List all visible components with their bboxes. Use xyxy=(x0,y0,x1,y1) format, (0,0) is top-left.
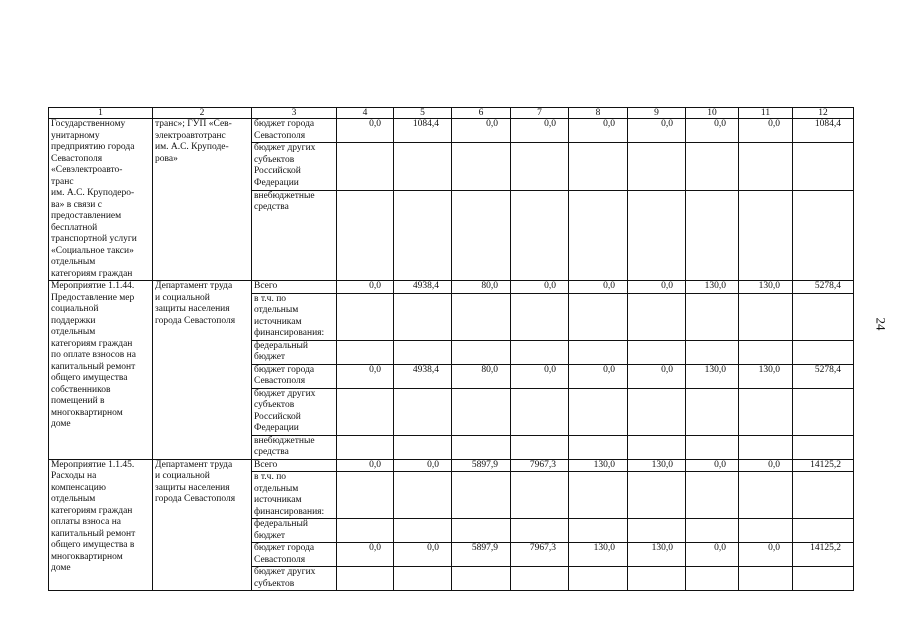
block1-measure-name-line: унитарному xyxy=(51,130,100,141)
value-cell-col6 xyxy=(452,190,511,280)
block1-measure-name-line: предоставлением xyxy=(51,211,122,221)
value-cell-col11: 0,0 xyxy=(739,119,793,143)
funding-source-label-line: федеральный xyxy=(254,340,308,351)
value-cell-col12: 14125,2 xyxy=(793,459,854,472)
block1-measure-name-line: им. А.С. Круподеро- xyxy=(51,188,135,198)
funding-source-label xyxy=(252,472,337,519)
value-cell-col10: 130,0 xyxy=(686,364,739,388)
block1-executor-line: рова» xyxy=(155,153,178,164)
block3-executor-line: города Севастополя xyxy=(155,494,236,504)
funding-source-label-line: бюджет других xyxy=(254,567,316,577)
value-cell-col11 xyxy=(739,435,793,459)
value-cell-col8: 130,0 xyxy=(569,459,628,472)
value-cell-col11 xyxy=(739,567,793,591)
funding-source-label-line: источникам xyxy=(254,316,302,327)
value-cell-col5: 0,0 xyxy=(394,543,452,567)
funding-source-label-line: субъектов xyxy=(254,578,295,589)
block2-executor-line: Департамент труда xyxy=(155,281,233,291)
block3-measure-name-line: капитальный ремонт xyxy=(51,528,136,539)
funding-source-label xyxy=(252,459,337,472)
funding-source-label-line: Федерации xyxy=(254,423,299,433)
value-cell-col5 xyxy=(394,293,452,340)
value-cell-col8 xyxy=(569,435,628,459)
block1-executor-line: им. А.С. Круподе- xyxy=(155,142,229,152)
value-cell-col6: 80,0 xyxy=(452,364,511,388)
funding-source-label-line: бюджет xyxy=(254,352,286,362)
value-cell-col7 xyxy=(511,340,569,364)
block3-executor xyxy=(153,459,252,591)
value-cell-col9 xyxy=(628,519,686,543)
value-cell-col12 xyxy=(793,472,854,519)
value-cell-col4: 0,0 xyxy=(337,281,394,294)
value-cell-col4 xyxy=(337,567,394,591)
header-cell-1: 1 xyxy=(49,108,153,119)
value-cell-col12: 5278,4 xyxy=(793,281,854,294)
block2-measure-name xyxy=(49,281,153,460)
value-cell-col12 xyxy=(793,435,854,459)
value-cell-col12 xyxy=(793,190,854,280)
block1-measure-name-line: Севастополя xyxy=(51,153,103,164)
funding-source-label-line: бюджет других xyxy=(254,143,316,154)
value-cell-col4 xyxy=(337,388,394,435)
block1-measure-name xyxy=(49,119,153,281)
value-cell-col6: 5897,9 xyxy=(452,543,511,567)
value-cell-col8 xyxy=(569,340,628,364)
value-cell-col6 xyxy=(452,567,511,591)
value-cell-col8 xyxy=(569,293,628,340)
header-cell-3: 3 xyxy=(252,108,337,119)
value-cell-col12 xyxy=(793,567,854,591)
value-cell-col5 xyxy=(394,519,452,543)
value-cell-col9 xyxy=(628,435,686,459)
value-cell-col6 xyxy=(452,472,511,519)
funding-source-label xyxy=(252,364,337,388)
funding-source-label xyxy=(252,567,337,591)
table-body xyxy=(49,108,854,591)
funding-source-label xyxy=(252,543,337,567)
header-cell-11: 11 xyxy=(739,108,793,119)
value-cell-col6 xyxy=(452,340,511,364)
block1-measure-name-line: предприятию города xyxy=(51,142,135,152)
block1-measure-name-line: бесплатной xyxy=(51,222,98,233)
value-cell-col9 xyxy=(628,143,686,191)
value-cell-col11: 130,0 xyxy=(739,364,793,388)
value-cell-col7: 7967,3 xyxy=(511,543,569,567)
funding-source-label-line: бюджет других xyxy=(254,388,316,399)
value-cell-col4 xyxy=(337,143,394,191)
funding-source-label-line: Севастополя xyxy=(254,554,306,565)
block1-measure-name-line: «Севэлектроавто- xyxy=(51,165,123,175)
funding-source-label-line: внебюджетные xyxy=(254,190,315,201)
value-cell-col9: 0,0 xyxy=(628,281,686,294)
value-cell-col8: 0,0 xyxy=(569,281,628,294)
block1-measure-name-line: транс xyxy=(51,176,74,187)
value-cell-col11 xyxy=(739,293,793,340)
header-cell-12: 12 xyxy=(793,108,854,119)
value-cell-col4 xyxy=(337,190,394,280)
value-cell-col11: 0,0 xyxy=(739,459,793,472)
block3-measure-name-line: категориям граждан xyxy=(51,505,133,516)
value-cell-col10: 0,0 xyxy=(686,459,739,472)
funding-source-label-line: средства xyxy=(254,447,289,457)
value-cell-col4: 0,0 xyxy=(337,459,394,472)
value-cell-col7 xyxy=(511,190,569,280)
value-cell-col12 xyxy=(793,293,854,340)
value-cell-col4 xyxy=(337,519,394,543)
value-cell-col9 xyxy=(628,472,686,519)
value-cell-col8 xyxy=(569,567,628,591)
value-cell-col11 xyxy=(739,472,793,519)
funding-source-label xyxy=(252,293,337,340)
value-cell-col5 xyxy=(394,388,452,435)
table-row xyxy=(49,459,854,472)
funding-source-label xyxy=(252,435,337,459)
value-cell-col6: 5897,9 xyxy=(452,459,511,472)
value-cell-col12: 5278,4 xyxy=(793,364,854,388)
value-cell-col4: 0,0 xyxy=(337,543,394,567)
value-cell-col12 xyxy=(793,143,854,191)
value-cell-col9 xyxy=(628,190,686,280)
block3-executor-line: защиты населения xyxy=(155,482,230,493)
block2-measure-name-line: капитальный ремонт xyxy=(51,361,136,372)
funding-source-label xyxy=(252,190,337,280)
block1-executor xyxy=(153,119,252,281)
value-cell-col11: 130,0 xyxy=(739,281,793,294)
funding-source-label-line: субъектов xyxy=(254,400,295,410)
value-cell-col8 xyxy=(569,143,628,191)
value-cell-col5 xyxy=(394,340,452,364)
funding-source-label-line: внебюджетные xyxy=(254,435,315,446)
table-row xyxy=(49,119,854,143)
funding-source-label-line: бюджет города xyxy=(254,364,315,375)
funding-source-label xyxy=(252,281,337,294)
funding-source-label xyxy=(252,119,337,143)
value-cell-col11 xyxy=(739,340,793,364)
value-cell-col11 xyxy=(739,388,793,435)
value-cell-col8 xyxy=(569,472,628,519)
block3-measure-name-line: оплаты взноса на xyxy=(51,517,121,527)
value-cell-col12 xyxy=(793,388,854,435)
value-cell-col11 xyxy=(739,190,793,280)
funding-source-label-line: федеральный xyxy=(254,519,308,529)
block2-measure-name-line: доме xyxy=(51,419,71,429)
value-cell-col12: 14125,2 xyxy=(793,543,854,567)
value-cell-col5: 4938,4 xyxy=(394,281,452,294)
value-cell-col8 xyxy=(569,388,628,435)
value-cell-col7 xyxy=(511,143,569,191)
block1-executor-line: электроавтотранс xyxy=(155,130,226,141)
block1-measure-name-line: категориям граждан xyxy=(51,268,133,279)
value-cell-col7: 0,0 xyxy=(511,281,569,294)
block2-executor-line: защиты населения xyxy=(155,304,230,314)
header-cell-2: 2 xyxy=(153,108,252,119)
value-cell-col10 xyxy=(686,340,739,364)
value-cell-col8 xyxy=(569,519,628,543)
header-cell-10: 10 xyxy=(686,108,739,119)
funding-source-label xyxy=(252,340,337,364)
block2-measure-name-line: поддержки xyxy=(51,315,96,326)
funding-source-label-line: субъектов xyxy=(254,154,295,165)
value-cell-col5: 4938,4 xyxy=(394,364,452,388)
funding-source-label-line: бюджет города xyxy=(254,543,315,553)
funding-source-label-line: источникам xyxy=(254,495,302,505)
value-cell-col5 xyxy=(394,472,452,519)
value-cell-col10: 130,0 xyxy=(686,281,739,294)
value-cell-col6 xyxy=(452,388,511,435)
value-cell-col5 xyxy=(394,143,452,191)
header-cell-5: 5 xyxy=(394,108,452,119)
block3-measure-name-line: компенсацию xyxy=(51,482,106,493)
block2-measure-name-line: помещений в xyxy=(51,396,105,406)
funding-source-label xyxy=(252,143,337,191)
page-number: 24 xyxy=(873,317,889,331)
value-cell-col9: 0,0 xyxy=(628,364,686,388)
value-cell-col10 xyxy=(686,388,739,435)
value-cell-col7 xyxy=(511,472,569,519)
value-cell-col4 xyxy=(337,435,394,459)
value-cell-col4 xyxy=(337,293,394,340)
block3-measure-name-line: отдельным xyxy=(51,494,96,504)
value-cell-col9 xyxy=(628,567,686,591)
funding-source-label-line: отдельным xyxy=(254,483,299,494)
block1-measure-name-line: Государственному xyxy=(51,119,126,129)
value-cell-col10: 0,0 xyxy=(686,119,739,143)
value-cell-col9: 130,0 xyxy=(628,543,686,567)
value-cell-col5: 0,0 xyxy=(394,459,452,472)
value-cell-col10: 0,0 xyxy=(686,543,739,567)
value-cell-col12 xyxy=(793,519,854,543)
value-cell-col6 xyxy=(452,143,511,191)
block2-executor xyxy=(153,281,252,460)
value-cell-col5 xyxy=(394,435,452,459)
header-cell-7: 7 xyxy=(511,108,569,119)
value-cell-col11 xyxy=(739,519,793,543)
block1-measure-name-line: отдельным xyxy=(51,257,96,267)
block3-measure-name-line: доме xyxy=(51,563,71,573)
funding-source-label-line: Российской xyxy=(254,166,301,177)
funding-source-label-line: бюджет города xyxy=(254,119,315,129)
funding-source-label-line: финансирования: xyxy=(254,506,325,517)
value-cell-col6: 80,0 xyxy=(452,281,511,294)
value-cell-col7 xyxy=(511,567,569,591)
block2-measure-name-line: общего имущества xyxy=(51,373,128,383)
block3-measure-name-line: Расходы на xyxy=(51,471,97,481)
value-cell-col4 xyxy=(337,340,394,364)
value-cell-col7: 7967,3 xyxy=(511,459,569,472)
block2-measure-name-line: собственников xyxy=(51,384,111,395)
value-cell-col5 xyxy=(394,190,452,280)
value-cell-col9: 0,0 xyxy=(628,119,686,143)
block2-measure-name-line: социальной xyxy=(51,304,99,314)
funding-source-label-line: в т.ч. по xyxy=(254,472,287,482)
value-cell-col11: 0,0 xyxy=(739,543,793,567)
value-cell-col10 xyxy=(686,190,739,280)
block1-measure-name-line: «Социальное такси» xyxy=(51,245,134,256)
value-cell-col4: 0,0 xyxy=(337,364,394,388)
value-cell-col8 xyxy=(569,190,628,280)
value-cell-col7: 0,0 xyxy=(511,364,569,388)
value-cell-col8: 0,0 xyxy=(569,119,628,143)
value-cell-col7: 0,0 xyxy=(511,119,569,143)
value-cell-col6: 0,0 xyxy=(452,119,511,143)
value-cell-col12 xyxy=(793,340,854,364)
funding-source-label-line: Всего xyxy=(254,459,278,470)
block3-measure-name-line: Мероприятие 1.1.45. xyxy=(51,459,135,470)
funding-source-label-line: Севастополя xyxy=(254,130,306,141)
block2-measure-name-line: категориям граждан xyxy=(51,338,133,349)
table-row xyxy=(49,281,854,294)
value-cell-col6 xyxy=(452,519,511,543)
value-cell-col7 xyxy=(511,388,569,435)
value-cell-col10 xyxy=(686,567,739,591)
block2-measure-name-line: по оплате взносов на xyxy=(51,350,136,360)
funding-source-label xyxy=(252,388,337,435)
block2-measure-name-line: отдельным xyxy=(51,327,96,337)
header-cell-8: 8 xyxy=(569,108,628,119)
block2-executor-line: города Севастополя xyxy=(155,315,236,326)
value-cell-col8: 0,0 xyxy=(569,364,628,388)
funding-source-label-line: Федерации xyxy=(254,177,299,188)
value-cell-col10 xyxy=(686,293,739,340)
value-cell-col5 xyxy=(394,567,452,591)
header-cell-9: 9 xyxy=(628,108,686,119)
value-cell-col10 xyxy=(686,519,739,543)
value-cell-col6 xyxy=(452,435,511,459)
block3-measure-name xyxy=(49,459,153,591)
funding-source-label-line: в т.ч. по xyxy=(254,293,287,304)
budget-table xyxy=(48,107,854,591)
funding-source-label-line: Всего xyxy=(254,281,278,291)
value-cell-col6 xyxy=(452,293,511,340)
value-cell-col9 xyxy=(628,340,686,364)
funding-source-label-line: отдельным xyxy=(254,305,299,315)
value-cell-col7 xyxy=(511,293,569,340)
value-cell-col10 xyxy=(686,472,739,519)
block1-executor-line: транс»; ГУП «Сев- xyxy=(155,119,232,129)
value-cell-col10 xyxy=(686,143,739,191)
value-cell-col4 xyxy=(337,472,394,519)
funding-source-label-line: Севастополя xyxy=(254,376,306,386)
value-cell-col9 xyxy=(628,388,686,435)
value-cell-col12: 1084,4 xyxy=(793,119,854,143)
header-cell-4: 4 xyxy=(337,108,394,119)
value-cell-col9: 130,0 xyxy=(628,459,686,472)
table-header-row xyxy=(49,108,854,119)
block2-measure-name-line: Предоставление мер xyxy=(51,292,135,303)
block2-measure-name-line: Мероприятие 1.1.44. xyxy=(51,281,135,291)
block2-measure-name-line: многоквартирном xyxy=(51,407,123,418)
funding-source-label-line: Российской xyxy=(254,411,301,422)
funding-source-label-line: финансирования: xyxy=(254,328,325,338)
funding-source-label-line: средства xyxy=(254,202,289,213)
funding-source-label xyxy=(252,519,337,543)
value-cell-col10 xyxy=(686,435,739,459)
header-cell-6: 6 xyxy=(452,108,511,119)
block3-executor-line: Департамент труда xyxy=(155,459,233,470)
value-cell-col7 xyxy=(511,519,569,543)
block1-measure-name-line: ва» в связи с xyxy=(51,199,102,210)
funding-source-label-line: бюджет xyxy=(254,530,286,541)
value-cell-col4: 0,0 xyxy=(337,119,394,143)
value-cell-col5: 1084,4 xyxy=(394,119,452,143)
block3-executor-line: и социальной xyxy=(155,471,210,481)
block1-measure-name-line: транспортной услуги xyxy=(51,234,137,244)
value-cell-col9 xyxy=(628,293,686,340)
value-cell-col11 xyxy=(739,143,793,191)
block3-measure-name-line: многоквартирном xyxy=(51,551,123,562)
block2-executor-line: и социальной xyxy=(155,292,210,303)
value-cell-col7 xyxy=(511,435,569,459)
value-cell-col8: 130,0 xyxy=(569,543,628,567)
block3-measure-name-line: общего имущества в xyxy=(51,540,135,550)
